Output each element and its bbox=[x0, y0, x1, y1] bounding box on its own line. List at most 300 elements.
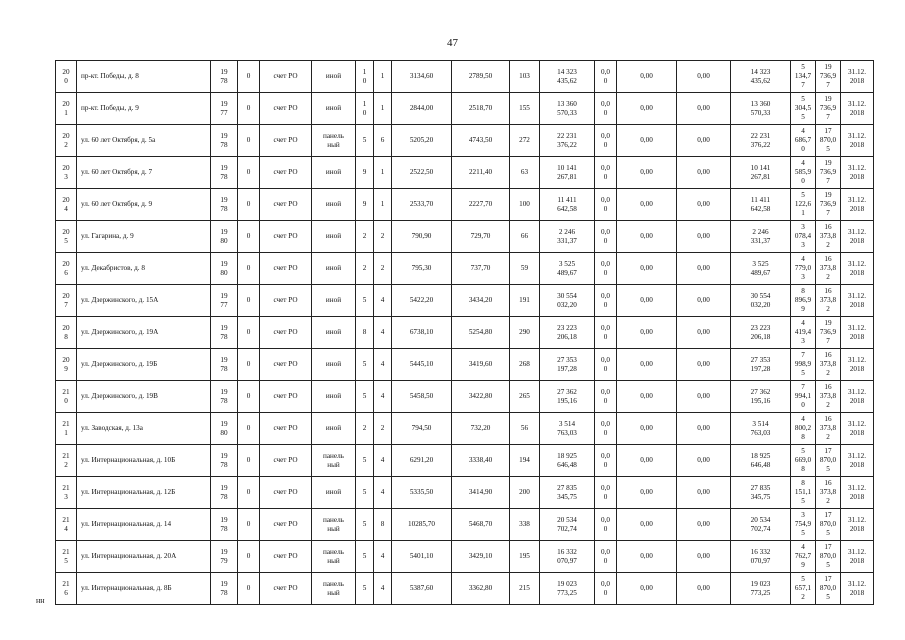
row-number-cell: 20 1 bbox=[56, 93, 77, 125]
year-built-cell: 19 78 bbox=[211, 189, 238, 221]
living-area-cell: 3414,90 bbox=[452, 477, 510, 509]
deadline-cell: 31.12. 2018 bbox=[841, 381, 874, 413]
row-number-cell: 21 2 bbox=[56, 445, 77, 477]
local-funds-cell: 0,00 bbox=[677, 573, 731, 605]
specific-cost-cell: 8 151,1 5 bbox=[791, 477, 816, 509]
wall-material-cell: иной bbox=[312, 349, 356, 381]
living-area-cell: 5254,80 bbox=[452, 317, 510, 349]
residents-cell: 194 bbox=[510, 445, 540, 477]
floors-cell: 5 bbox=[356, 381, 374, 413]
table-row bbox=[56, 477, 874, 509]
year-reconstruction-cell: 0 bbox=[238, 509, 260, 541]
residents-cell: 155 bbox=[510, 93, 540, 125]
row-number-cell: 20 6 bbox=[56, 253, 77, 285]
total-area-cell: 10285,70 bbox=[392, 509, 452, 541]
entrances-cell: 2 bbox=[374, 413, 392, 445]
regional-funds-cell: 0,00 bbox=[617, 381, 677, 413]
year-reconstruction-cell: 0 bbox=[238, 157, 260, 189]
living-area-cell: 3338,40 bbox=[452, 445, 510, 477]
table-row bbox=[56, 349, 874, 381]
entrances-cell: 4 bbox=[374, 445, 392, 477]
year-built-cell: 19 78 bbox=[211, 445, 238, 477]
wall-material-cell: панель ный bbox=[312, 573, 356, 605]
max-cost-cell: 17 870,0 5 bbox=[816, 541, 841, 573]
federal-funds-cell: 0,0 0 bbox=[595, 61, 617, 93]
fund-method-cell: счет РО bbox=[260, 573, 312, 605]
specific-cost-cell: 4 800,2 8 bbox=[791, 413, 816, 445]
year-reconstruction-cell: 0 bbox=[238, 477, 260, 509]
total-area-cell: 5401,10 bbox=[392, 541, 452, 573]
address-cell: ул. Дзержинского, д. 19А bbox=[77, 317, 211, 349]
page-number: 47 bbox=[447, 37, 458, 49]
total-area-cell: 5445,10 bbox=[392, 349, 452, 381]
wall-material-cell: иной bbox=[312, 221, 356, 253]
regional-funds-cell: 0,00 bbox=[617, 93, 677, 125]
max-cost-cell: 17 870,0 5 bbox=[816, 573, 841, 605]
living-area-cell: 2789,50 bbox=[452, 61, 510, 93]
local-funds-cell: 0,00 bbox=[677, 381, 731, 413]
table-row bbox=[56, 573, 874, 605]
max-cost-cell: 16 373,8 2 bbox=[816, 349, 841, 381]
year-reconstruction-cell: 0 bbox=[238, 445, 260, 477]
entrances-cell: 1 bbox=[374, 61, 392, 93]
federal-funds-cell: 0,0 0 bbox=[595, 93, 617, 125]
deadline-cell: 31.12. 2018 bbox=[841, 541, 874, 573]
year-built-cell: 19 78 bbox=[211, 317, 238, 349]
local-funds-cell: 0,00 bbox=[677, 221, 731, 253]
wall-material-cell: панель ный bbox=[312, 125, 356, 157]
owner-funds-cell: 13 360 570,33 bbox=[731, 93, 791, 125]
specific-cost-cell: 8 896,9 9 bbox=[791, 285, 816, 317]
living-area-cell: 732,20 bbox=[452, 413, 510, 445]
address-cell: ул. Дзержинского, д. 19В bbox=[77, 381, 211, 413]
local-funds-cell: 0,00 bbox=[677, 61, 731, 93]
residents-cell: 100 bbox=[510, 189, 540, 221]
year-reconstruction-cell: 0 bbox=[238, 413, 260, 445]
max-cost-cell: 16 373,8 2 bbox=[816, 221, 841, 253]
floors-cell: 9 bbox=[356, 189, 374, 221]
table-row bbox=[56, 317, 874, 349]
entrances-cell: 4 bbox=[374, 285, 392, 317]
federal-funds-cell: 0,0 0 bbox=[595, 541, 617, 573]
floors-cell: 2 bbox=[356, 413, 374, 445]
entrances-cell: 4 bbox=[374, 381, 392, 413]
max-cost-cell: 19 736,9 7 bbox=[816, 61, 841, 93]
owner-funds-cell: 22 231 376,22 bbox=[731, 125, 791, 157]
total-area-cell: 5387,60 bbox=[392, 573, 452, 605]
federal-funds-cell: 0,0 0 bbox=[595, 285, 617, 317]
address-cell: ул. Интернациональная, д. 8Б bbox=[77, 573, 211, 605]
residents-cell: 59 bbox=[510, 253, 540, 285]
specific-cost-cell: 3 078,4 3 bbox=[791, 221, 816, 253]
owner-funds-cell: 19 023 773,25 bbox=[731, 573, 791, 605]
local-funds-cell: 0,00 bbox=[677, 445, 731, 477]
specific-cost-cell: 4 585,9 0 bbox=[791, 157, 816, 189]
fund-method-cell: счет РО bbox=[260, 221, 312, 253]
deadline-cell: 31.12. 2018 bbox=[841, 61, 874, 93]
regional-funds-cell: 0,00 bbox=[617, 413, 677, 445]
total-area-cell: 5458,50 bbox=[392, 381, 452, 413]
regional-funds-cell: 0,00 bbox=[617, 189, 677, 221]
fund-method-cell: счет РО bbox=[260, 253, 312, 285]
table-row bbox=[56, 61, 874, 93]
federal-funds-cell: 0,0 0 bbox=[595, 573, 617, 605]
deadline-cell: 31.12. 2018 bbox=[841, 477, 874, 509]
living-area-cell: 3419,60 bbox=[452, 349, 510, 381]
address-cell: ул. Интернациональная, д. 14 bbox=[77, 509, 211, 541]
floors-cell: 9 bbox=[356, 157, 374, 189]
owner-funds-cell: 2 246 331,37 bbox=[731, 221, 791, 253]
table-row bbox=[56, 381, 874, 413]
regional-funds-cell: 0,00 bbox=[617, 253, 677, 285]
table-row bbox=[56, 253, 874, 285]
wall-material-cell: иной bbox=[312, 381, 356, 413]
regional-funds-cell: 0,00 bbox=[617, 157, 677, 189]
year-built-cell: 19 78 bbox=[211, 61, 238, 93]
max-cost-cell: 16 373,8 2 bbox=[816, 381, 841, 413]
year-reconstruction-cell: 0 bbox=[238, 381, 260, 413]
year-built-cell: 19 77 bbox=[211, 285, 238, 317]
entrances-cell: 4 bbox=[374, 349, 392, 381]
table-row bbox=[56, 285, 874, 317]
entrances-cell: 1 bbox=[374, 93, 392, 125]
specific-cost-cell: 4 686,7 0 bbox=[791, 125, 816, 157]
local-funds-cell: 0,00 bbox=[677, 349, 731, 381]
total-cost-cell: 27 353 197,28 bbox=[540, 349, 595, 381]
regional-funds-cell: 0,00 bbox=[617, 445, 677, 477]
owner-funds-cell: 27 353 197,28 bbox=[731, 349, 791, 381]
address-cell: ул. Интернациональная, д. 20А bbox=[77, 541, 211, 573]
registry-table bbox=[55, 60, 874, 605]
wall-material-cell: иной bbox=[312, 317, 356, 349]
regional-funds-cell: 0,00 bbox=[617, 541, 677, 573]
wall-material-cell: иной bbox=[312, 61, 356, 93]
local-funds-cell: 0,00 bbox=[677, 477, 731, 509]
total-area-cell: 6738,10 bbox=[392, 317, 452, 349]
table-row bbox=[56, 93, 874, 125]
max-cost-cell: 19 736,9 7 bbox=[816, 189, 841, 221]
specific-cost-cell: 5 134,7 7 bbox=[791, 61, 816, 93]
owner-funds-cell: 3 525 489,67 bbox=[731, 253, 791, 285]
deadline-cell: 31.12. 2018 bbox=[841, 285, 874, 317]
owner-funds-cell: 27 835 345,75 bbox=[731, 477, 791, 509]
wall-material-cell: иной bbox=[312, 93, 356, 125]
living-area-cell: 3434,20 bbox=[452, 285, 510, 317]
local-funds-cell: 0,00 bbox=[677, 253, 731, 285]
local-funds-cell: 0,00 bbox=[677, 541, 731, 573]
deadline-cell: 31.12. 2018 bbox=[841, 221, 874, 253]
residents-cell: 191 bbox=[510, 285, 540, 317]
specific-cost-cell: 4 419,4 3 bbox=[791, 317, 816, 349]
row-number-cell: 21 0 bbox=[56, 381, 77, 413]
footer-text: нн bbox=[36, 596, 45, 605]
year-built-cell: 19 78 bbox=[211, 573, 238, 605]
total-area-cell: 2533,70 bbox=[392, 189, 452, 221]
deadline-cell: 31.12. 2018 bbox=[841, 349, 874, 381]
total-cost-cell: 2 246 331,37 bbox=[540, 221, 595, 253]
regional-funds-cell: 0,00 bbox=[617, 285, 677, 317]
year-built-cell: 19 78 bbox=[211, 381, 238, 413]
table-row bbox=[56, 413, 874, 445]
deadline-cell: 31.12. 2018 bbox=[841, 125, 874, 157]
total-area-cell: 5205,20 bbox=[392, 125, 452, 157]
owner-funds-cell: 10 141 267,81 bbox=[731, 157, 791, 189]
living-area-cell: 3422,80 bbox=[452, 381, 510, 413]
year-reconstruction-cell: 0 bbox=[238, 125, 260, 157]
regional-funds-cell: 0,00 bbox=[617, 125, 677, 157]
fund-method-cell: счет РО bbox=[260, 381, 312, 413]
year-reconstruction-cell: 0 bbox=[238, 573, 260, 605]
table-row bbox=[56, 189, 874, 221]
regional-funds-cell: 0,00 bbox=[617, 317, 677, 349]
fund-method-cell: счет РО bbox=[260, 157, 312, 189]
federal-funds-cell: 0,0 0 bbox=[595, 157, 617, 189]
regional-funds-cell: 0,00 bbox=[617, 349, 677, 381]
deadline-cell: 31.12. 2018 bbox=[841, 93, 874, 125]
deadline-cell: 31.12. 2018 bbox=[841, 413, 874, 445]
total-cost-cell: 22 231 376,22 bbox=[540, 125, 595, 157]
year-built-cell: 19 78 bbox=[211, 157, 238, 189]
entrances-cell: 4 bbox=[374, 317, 392, 349]
address-cell: ул. Заводская, д. 13а bbox=[77, 413, 211, 445]
residents-cell: 265 bbox=[510, 381, 540, 413]
row-number-cell: 20 8 bbox=[56, 317, 77, 349]
floors-cell: 1 0 bbox=[356, 61, 374, 93]
federal-funds-cell: 0,0 0 bbox=[595, 509, 617, 541]
federal-funds-cell: 0,0 0 bbox=[595, 413, 617, 445]
total-cost-cell: 11 411 642,58 bbox=[540, 189, 595, 221]
total-area-cell: 794,50 bbox=[392, 413, 452, 445]
federal-funds-cell: 0,0 0 bbox=[595, 253, 617, 285]
total-cost-cell: 16 332 070,97 bbox=[540, 541, 595, 573]
fund-method-cell: счет РО bbox=[260, 93, 312, 125]
residents-cell: 66 bbox=[510, 221, 540, 253]
floors-cell: 5 bbox=[356, 349, 374, 381]
max-cost-cell: 16 373,8 2 bbox=[816, 477, 841, 509]
specific-cost-cell: 4 779,0 3 bbox=[791, 253, 816, 285]
row-number-cell: 20 7 bbox=[56, 285, 77, 317]
address-cell: ул. Дзержинского, д. 19Б bbox=[77, 349, 211, 381]
address-cell: ул. Гагарина, д. 9 bbox=[77, 221, 211, 253]
federal-funds-cell: 0,0 0 bbox=[595, 477, 617, 509]
address-cell: ул. 60 лет Октября, д. 9 bbox=[77, 189, 211, 221]
deadline-cell: 31.12. 2018 bbox=[841, 317, 874, 349]
federal-funds-cell: 0,0 0 bbox=[595, 125, 617, 157]
owner-funds-cell: 11 411 642,58 bbox=[731, 189, 791, 221]
fund-method-cell: счет РО bbox=[260, 317, 312, 349]
row-number-cell: 20 2 bbox=[56, 125, 77, 157]
deadline-cell: 31.12. 2018 bbox=[841, 509, 874, 541]
year-built-cell: 19 80 bbox=[211, 221, 238, 253]
year-built-cell: 19 79 bbox=[211, 541, 238, 573]
floors-cell: 2 bbox=[356, 221, 374, 253]
fund-method-cell: счет РО bbox=[260, 285, 312, 317]
year-reconstruction-cell: 0 bbox=[238, 349, 260, 381]
specific-cost-cell: 7 994,1 0 bbox=[791, 381, 816, 413]
total-cost-cell: 14 323 435,62 bbox=[540, 61, 595, 93]
max-cost-cell: 19 736,9 7 bbox=[816, 93, 841, 125]
local-funds-cell: 0,00 bbox=[677, 157, 731, 189]
total-cost-cell: 10 141 267,81 bbox=[540, 157, 595, 189]
residents-cell: 103 bbox=[510, 61, 540, 93]
regional-funds-cell: 0,00 bbox=[617, 573, 677, 605]
year-reconstruction-cell: 0 bbox=[238, 189, 260, 221]
fund-method-cell: счет РО bbox=[260, 61, 312, 93]
address-cell: пр-кт. Победы, д. 8 bbox=[77, 61, 211, 93]
specific-cost-cell: 3 754,9 5 bbox=[791, 509, 816, 541]
entrances-cell: 1 bbox=[374, 157, 392, 189]
residents-cell: 63 bbox=[510, 157, 540, 189]
year-built-cell: 19 78 bbox=[211, 349, 238, 381]
entrances-cell: 8 bbox=[374, 509, 392, 541]
max-cost-cell: 16 373,8 2 bbox=[816, 285, 841, 317]
residents-cell: 272 bbox=[510, 125, 540, 157]
table-row bbox=[56, 445, 874, 477]
floors-cell: 5 bbox=[356, 541, 374, 573]
living-area-cell: 5468,70 bbox=[452, 509, 510, 541]
residents-cell: 290 bbox=[510, 317, 540, 349]
local-funds-cell: 0,00 bbox=[677, 509, 731, 541]
year-reconstruction-cell: 0 bbox=[238, 317, 260, 349]
local-funds-cell: 0,00 bbox=[677, 317, 731, 349]
total-cost-cell: 3 514 763,03 bbox=[540, 413, 595, 445]
fund-method-cell: счет РО bbox=[260, 125, 312, 157]
table-row bbox=[56, 125, 874, 157]
year-built-cell: 19 78 bbox=[211, 477, 238, 509]
local-funds-cell: 0,00 bbox=[677, 285, 731, 317]
year-reconstruction-cell: 0 bbox=[238, 221, 260, 253]
row-number-cell: 20 3 bbox=[56, 157, 77, 189]
total-cost-cell: 27 362 195,16 bbox=[540, 381, 595, 413]
address-cell: ул. Интернациональная, д. 10Б bbox=[77, 445, 211, 477]
entrances-cell: 2 bbox=[374, 221, 392, 253]
max-cost-cell: 17 870,0 5 bbox=[816, 445, 841, 477]
address-cell: ул. Декабристов, д. 8 bbox=[77, 253, 211, 285]
total-area-cell: 5422,20 bbox=[392, 285, 452, 317]
max-cost-cell: 17 870,0 5 bbox=[816, 125, 841, 157]
living-area-cell: 2518,70 bbox=[452, 93, 510, 125]
residents-cell: 268 bbox=[510, 349, 540, 381]
living-area-cell: 3362,80 bbox=[452, 573, 510, 605]
entrances-cell: 4 bbox=[374, 573, 392, 605]
total-cost-cell: 13 360 570,33 bbox=[540, 93, 595, 125]
total-cost-cell: 3 525 489,67 bbox=[540, 253, 595, 285]
floors-cell: 5 bbox=[356, 509, 374, 541]
living-area-cell: 4743,50 bbox=[452, 125, 510, 157]
local-funds-cell: 0,00 bbox=[677, 189, 731, 221]
total-cost-cell: 27 835 345,75 bbox=[540, 477, 595, 509]
owner-funds-cell: 23 223 206,18 bbox=[731, 317, 791, 349]
max-cost-cell: 16 373,8 2 bbox=[816, 413, 841, 445]
wall-material-cell: иной bbox=[312, 285, 356, 317]
federal-funds-cell: 0,0 0 bbox=[595, 189, 617, 221]
floors-cell: 5 bbox=[356, 573, 374, 605]
federal-funds-cell: 0,0 0 bbox=[595, 317, 617, 349]
year-reconstruction-cell: 0 bbox=[238, 285, 260, 317]
deadline-cell: 31.12. 2018 bbox=[841, 253, 874, 285]
federal-funds-cell: 0,0 0 bbox=[595, 381, 617, 413]
deadline-cell: 31.12. 2018 bbox=[841, 445, 874, 477]
row-number-cell: 21 1 bbox=[56, 413, 77, 445]
address-cell: пр-кт. Победы, д. 9 bbox=[77, 93, 211, 125]
living-area-cell: 737,70 bbox=[452, 253, 510, 285]
regional-funds-cell: 0,00 bbox=[617, 509, 677, 541]
federal-funds-cell: 0,0 0 bbox=[595, 445, 617, 477]
fund-method-cell: счет РО bbox=[260, 349, 312, 381]
specific-cost-cell: 5 669,0 8 bbox=[791, 445, 816, 477]
total-cost-cell: 19 023 773,25 bbox=[540, 573, 595, 605]
residents-cell: 200 bbox=[510, 477, 540, 509]
table-row bbox=[56, 157, 874, 189]
wall-material-cell: панель ный bbox=[312, 541, 356, 573]
owner-funds-cell: 3 514 763,03 bbox=[731, 413, 791, 445]
total-cost-cell: 20 534 702,74 bbox=[540, 509, 595, 541]
total-cost-cell: 18 925 646,48 bbox=[540, 445, 595, 477]
owner-funds-cell: 14 323 435,62 bbox=[731, 61, 791, 93]
owner-funds-cell: 18 925 646,48 bbox=[731, 445, 791, 477]
max-cost-cell: 19 736,9 7 bbox=[816, 157, 841, 189]
fund-method-cell: счет РО bbox=[260, 509, 312, 541]
federal-funds-cell: 0,0 0 bbox=[595, 349, 617, 381]
federal-funds-cell: 0,0 0 bbox=[595, 221, 617, 253]
entrances-cell: 2 bbox=[374, 253, 392, 285]
living-area-cell: 3429,10 bbox=[452, 541, 510, 573]
regional-funds-cell: 0,00 bbox=[617, 61, 677, 93]
floors-cell: 5 bbox=[356, 125, 374, 157]
entrances-cell: 4 bbox=[374, 541, 392, 573]
owner-funds-cell: 27 362 195,16 bbox=[731, 381, 791, 413]
owner-funds-cell: 16 332 070,97 bbox=[731, 541, 791, 573]
specific-cost-cell: 5 304,5 5 bbox=[791, 93, 816, 125]
row-number-cell: 21 4 bbox=[56, 509, 77, 541]
total-area-cell: 2844,00 bbox=[392, 93, 452, 125]
year-built-cell: 19 77 bbox=[211, 93, 238, 125]
wall-material-cell: иной bbox=[312, 477, 356, 509]
year-reconstruction-cell: 0 bbox=[238, 93, 260, 125]
living-area-cell: 2211,40 bbox=[452, 157, 510, 189]
total-cost-cell: 30 554 032,20 bbox=[540, 285, 595, 317]
total-area-cell: 3134,60 bbox=[392, 61, 452, 93]
floors-cell: 5 bbox=[356, 285, 374, 317]
year-built-cell: 19 80 bbox=[211, 413, 238, 445]
total-area-cell: 795,30 bbox=[392, 253, 452, 285]
total-area-cell: 2522,50 bbox=[392, 157, 452, 189]
row-number-cell: 21 3 bbox=[56, 477, 77, 509]
wall-material-cell: иной bbox=[312, 189, 356, 221]
floors-cell: 1 0 bbox=[356, 93, 374, 125]
deadline-cell: 31.12. 2018 bbox=[841, 573, 874, 605]
wall-material-cell: иной bbox=[312, 157, 356, 189]
fund-method-cell: счет РО bbox=[260, 445, 312, 477]
specific-cost-cell: 5 657,1 2 bbox=[791, 573, 816, 605]
row-number-cell: 21 5 bbox=[56, 541, 77, 573]
address-cell: ул. 60 лет Октября, д. 7 bbox=[77, 157, 211, 189]
residents-cell: 56 bbox=[510, 413, 540, 445]
wall-material-cell: панель ный bbox=[312, 509, 356, 541]
owner-funds-cell: 20 534 702,74 bbox=[731, 509, 791, 541]
specific-cost-cell: 5 122,6 1 bbox=[791, 189, 816, 221]
fund-method-cell: счет РО bbox=[260, 413, 312, 445]
floors-cell: 5 bbox=[356, 445, 374, 477]
local-funds-cell: 0,00 bbox=[677, 125, 731, 157]
fund-method-cell: счет РО bbox=[260, 541, 312, 573]
floors-cell: 5 bbox=[356, 477, 374, 509]
address-cell: ул. Дзержинского, д. 15А bbox=[77, 285, 211, 317]
floors-cell: 8 bbox=[356, 317, 374, 349]
max-cost-cell: 16 373,8 2 bbox=[816, 253, 841, 285]
table-row bbox=[56, 541, 874, 573]
living-area-cell: 2227,70 bbox=[452, 189, 510, 221]
